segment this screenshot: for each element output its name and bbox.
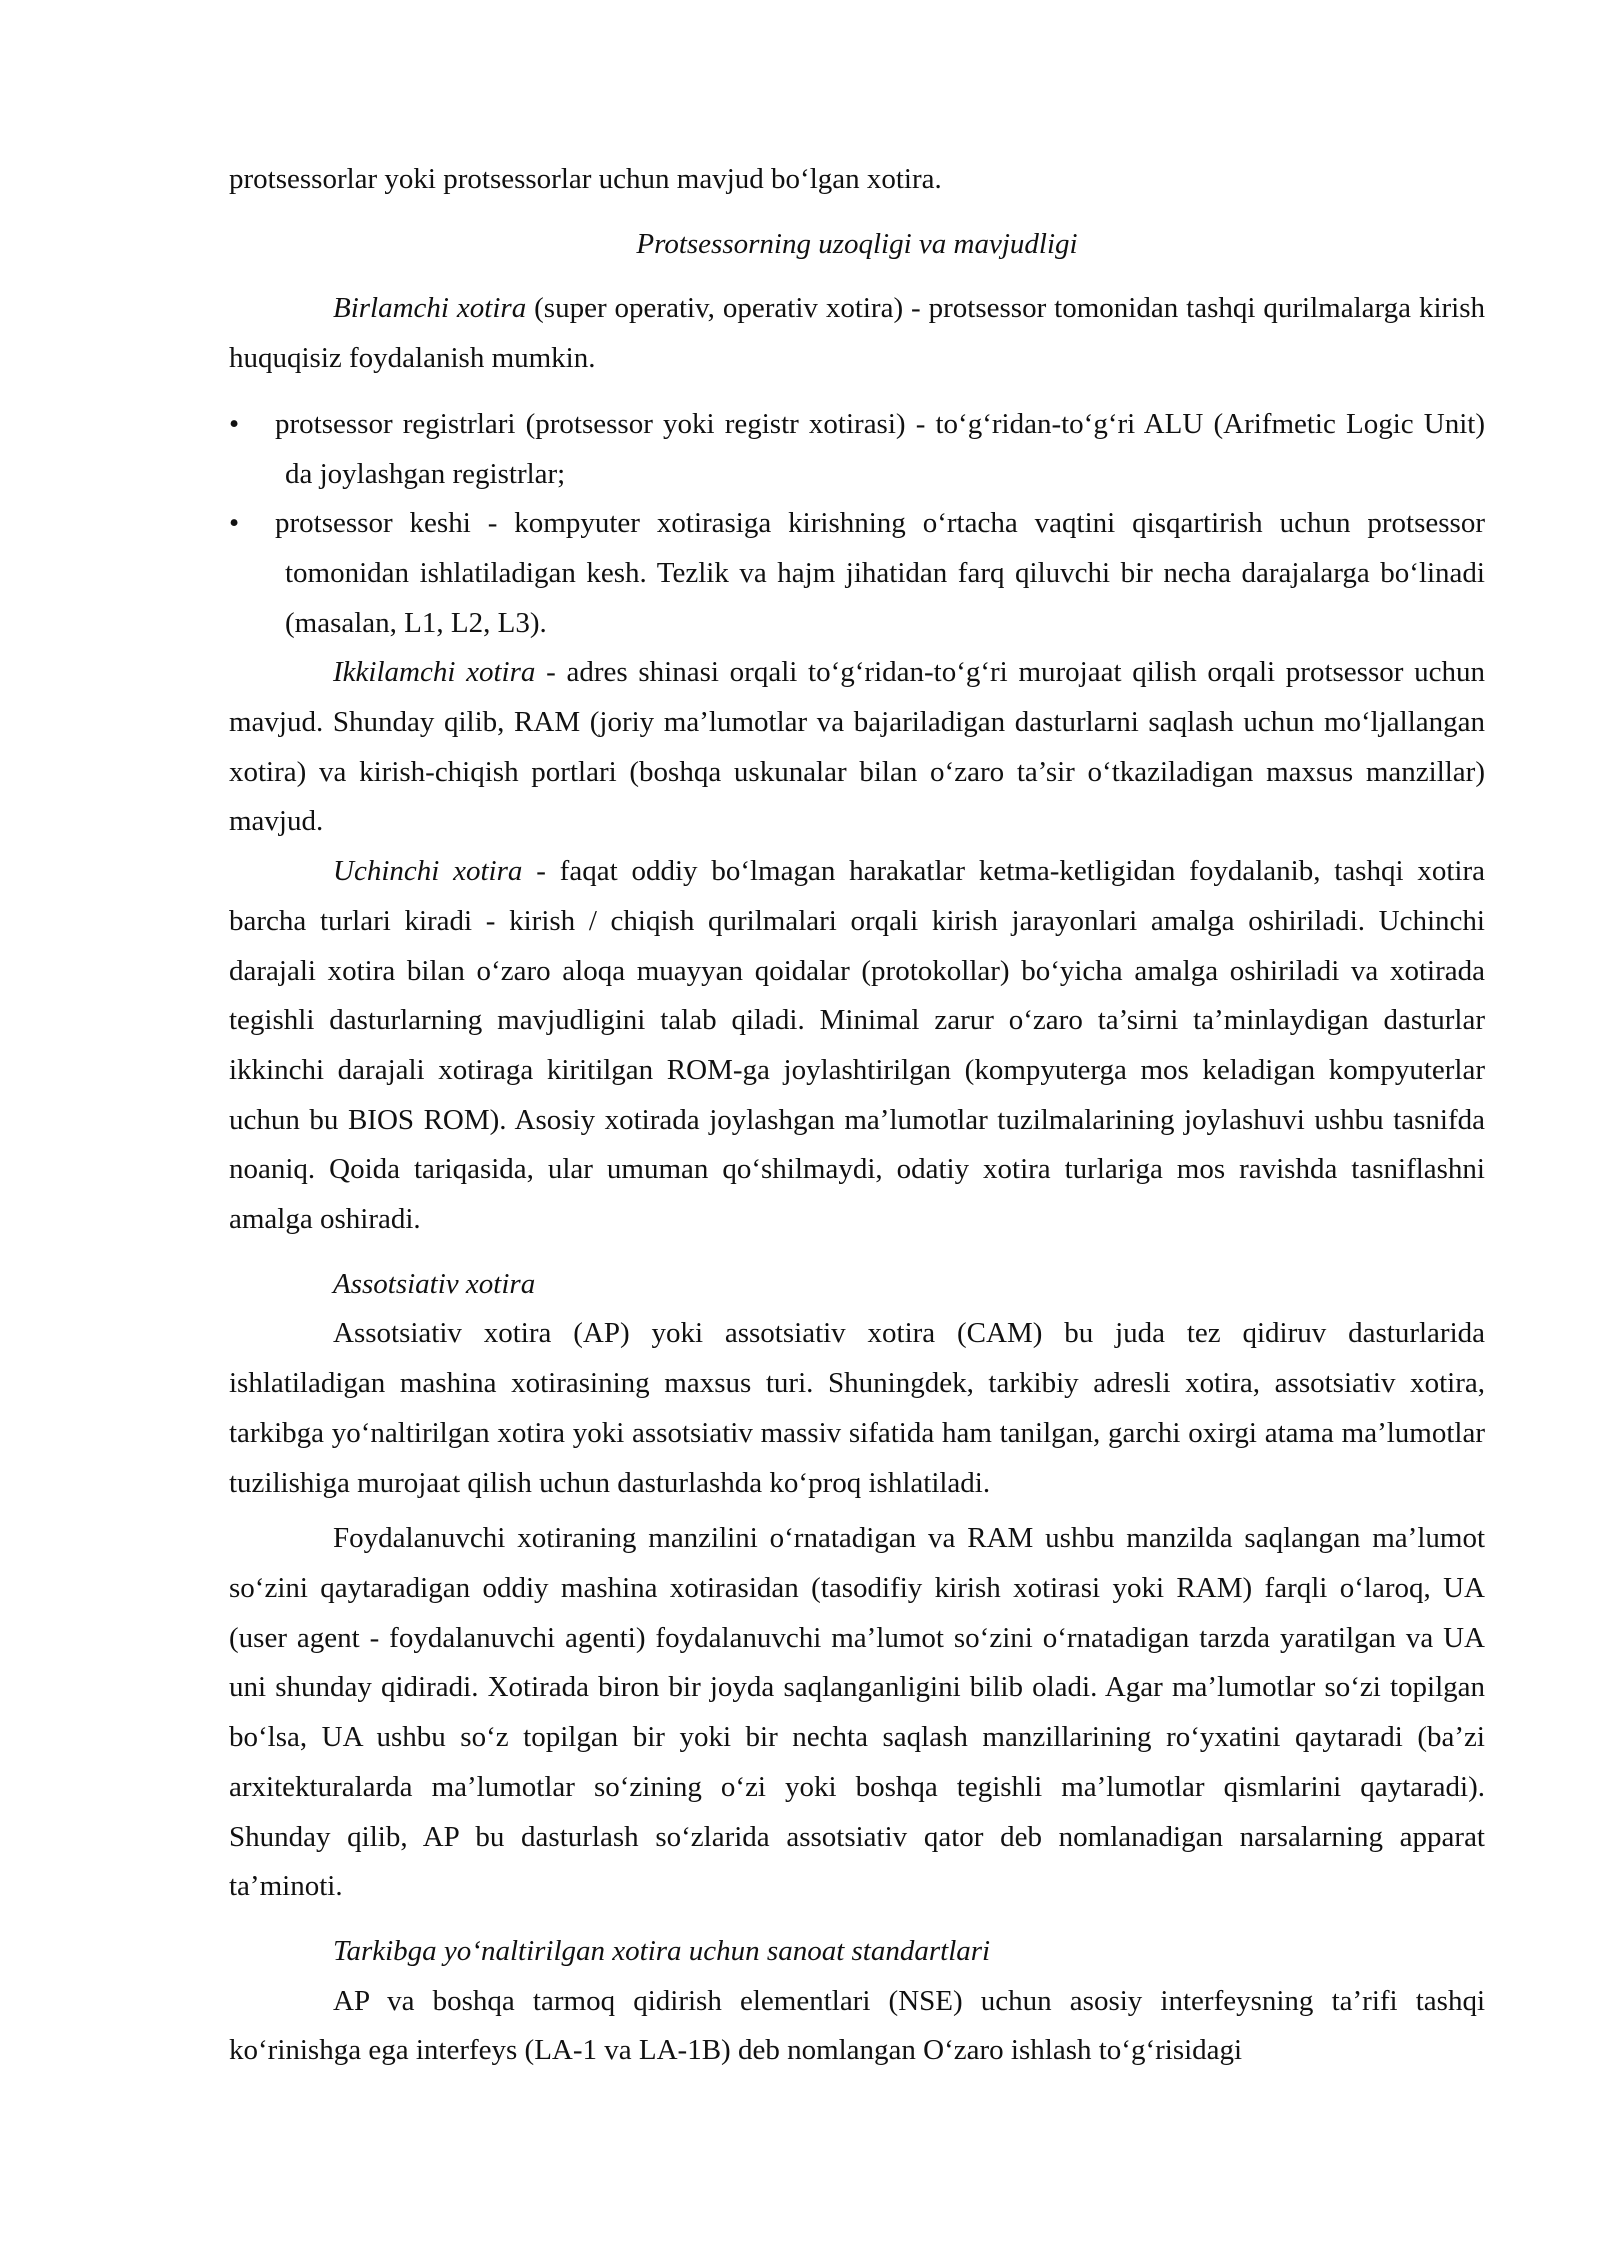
paragraph-primary-memory: Birlamchi xotira (super operativ, operativ xotira) - protsessor tomonidan tashqi qurilmalarga kirish huquqisiz foydalanish mumkin. [229, 292, 1485, 375]
paragraph-secondary-memory: Ikkilamchi xotira - adres shinasi orqali to‘g‘ridan-to‘g‘ri murojaat qilish orqali protsessor uchun mavjud. Shunday qilib, RAM (joriy ma’lumotlar va bajariladigan dasturlarni saqlash uchun mo‘ljallangan xotira) va kirish-chiqish portlari (boshqa uskunalar bilan o‘zaro ta’sir o‘tkaziladigan maxsus manzillar) mavjud. [229, 656, 1485, 838]
paragraph-continuation: protsessorlar yoki protsessorlar uchun mavjud bo‘lgan xotira. [229, 163, 942, 195]
paragraph-standards: AP va boshqa tarmoq qidirish elementlari (NSE) uchun asosiy interfeysning ta’rifi tashqi ko‘rinishga ega interfeys (LA-1 va LA-1B) deb nomlangan O‘zaro ishlash to‘g‘risidagi [229, 1984, 1485, 2067]
paragraph-associative-operation: Foydalanuvchi xotiraning manzilini o‘rnatadigan va RAM ushbu manzilda saqlangan ma’lumot so‘zini qaytaradigan oddiy mashina xotirasidan (tasodifiy kirish xotirasi yoki RAM) farqli o‘laroq, UA (user agent - foydalanuvchi agenti) foydalanuvchi ma’lumot so‘zini o‘rnatadigan tarzda yaratilgan va UA uni shunday qidiradi. Xotirada biron bir joyda saqlanganligini bilib oladi. Agar ma’lumotlar so‘zi topilgan bo‘lsa, UA ushbu so‘z topilgan bir yoki bir nechta saqlash manzillarining ro‘yxatini qaytaradi (ba’zi arxitekturalarda ma’lumotlar so‘zining o‘zi yoki boshqa tegishli ma’lumotlar qismlarini qaytaradi). Shunday qilib, AP bu dasturlash so‘zlarida assotsiativ qator deb nomlanadigan narsalarning apparat ta’minoti. [229, 1522, 1485, 1903]
paragraph-tertiary-memory: Uchinchi xotira - faqat oddiy bo‘lmagan harakatlar ketma-ketligidan foydalanib, tashqi xotira barcha turlari kiradi - kirish / chiqish qurilmalari orqali kirish jarayonlari amalga oshiriladi. Uchinchi darajali xotira bilan o‘zaro aloqa muayyan qoidalar (protokollar) bo‘yicha amalga oshiriladi va xotirada tegishli dasturlarning mavjudligini talab qiladi. Minimal zarur o‘zaro ta’sirni ta’minlaydigan dasturlar ikkinchi darajali xotiraga kiritilgan ROM-ga joylashtirilgan (kompyuterga mos keladigan kompyuterlar uchun bu BIOS ROM). Asosiy xotirada joylashgan ma’lumotlar tuzilmalarining joylashuvi ushbu tasnifda noaniq. Qoida tariqasida, ular umuman qo‘shilmaydi, odatiy xotira turlariga mos ravishda tasniflashni amalga oshiradi. [229, 855, 1485, 1236]
bullet-icon: • [229, 407, 240, 440]
section-heading-standards: Tarkibga yo‘naltirilgan xotira uchun sanoat standartlari [333, 1934, 991, 1967]
list-item: • protsessor keshi - kompyuter xotirasiga kirishning o‘rtacha vaqtini qisqartirish uchun protsessor tomonidan ishlatiladigan kesh. Tezlik va hajm jihatidan farq qiluvchi bir necha darajalarga bo‘linadi (masalan, L1, L2, L3). [229, 499, 1485, 648]
section-heading-remoteness: Protsessorning uzoqligi va mavjudligi [636, 227, 1078, 260]
section-heading-associative: Assotsiativ xotira [333, 1267, 536, 1300]
bullet-icon: • [229, 507, 240, 540]
paragraph-associative-definition: Assotsiativ xotira (AP) yoki assotsiativ xotira (CAM) bu juda tez qidiruv dasturlarida ishlatiladigan mashina xotirasining maxsus turi. Shuningdek, tarkibiy adresli xotira, assotsiativ xotira, tarkibga yo‘naltirilgan xotira yoki assotsiativ massiv sifatida ham tanilgan, garchi oxirgi atama ma’lumotlar tuzilishiga murojaat qilish uchun dasturlashda ko‘proq ishlatiladi. [229, 1317, 1485, 1499]
document-page [229, 155, 1485, 2076]
term-secondary-memory: Ikkilamchi xotira [333, 656, 536, 689]
term-primary-memory: Birlamchi xotira [333, 292, 527, 325]
term-tertiary-memory: Uchinchi xotira [333, 855, 523, 888]
bullet-list [229, 400, 1485, 649]
list-item: • protsessor registrlari (protsessor yoki registr xotirasi) - to‘g‘ridan-to‘g‘ri ALU (Arifmetic Logic Unit) da joylashgan registrlar; [229, 400, 1485, 499]
